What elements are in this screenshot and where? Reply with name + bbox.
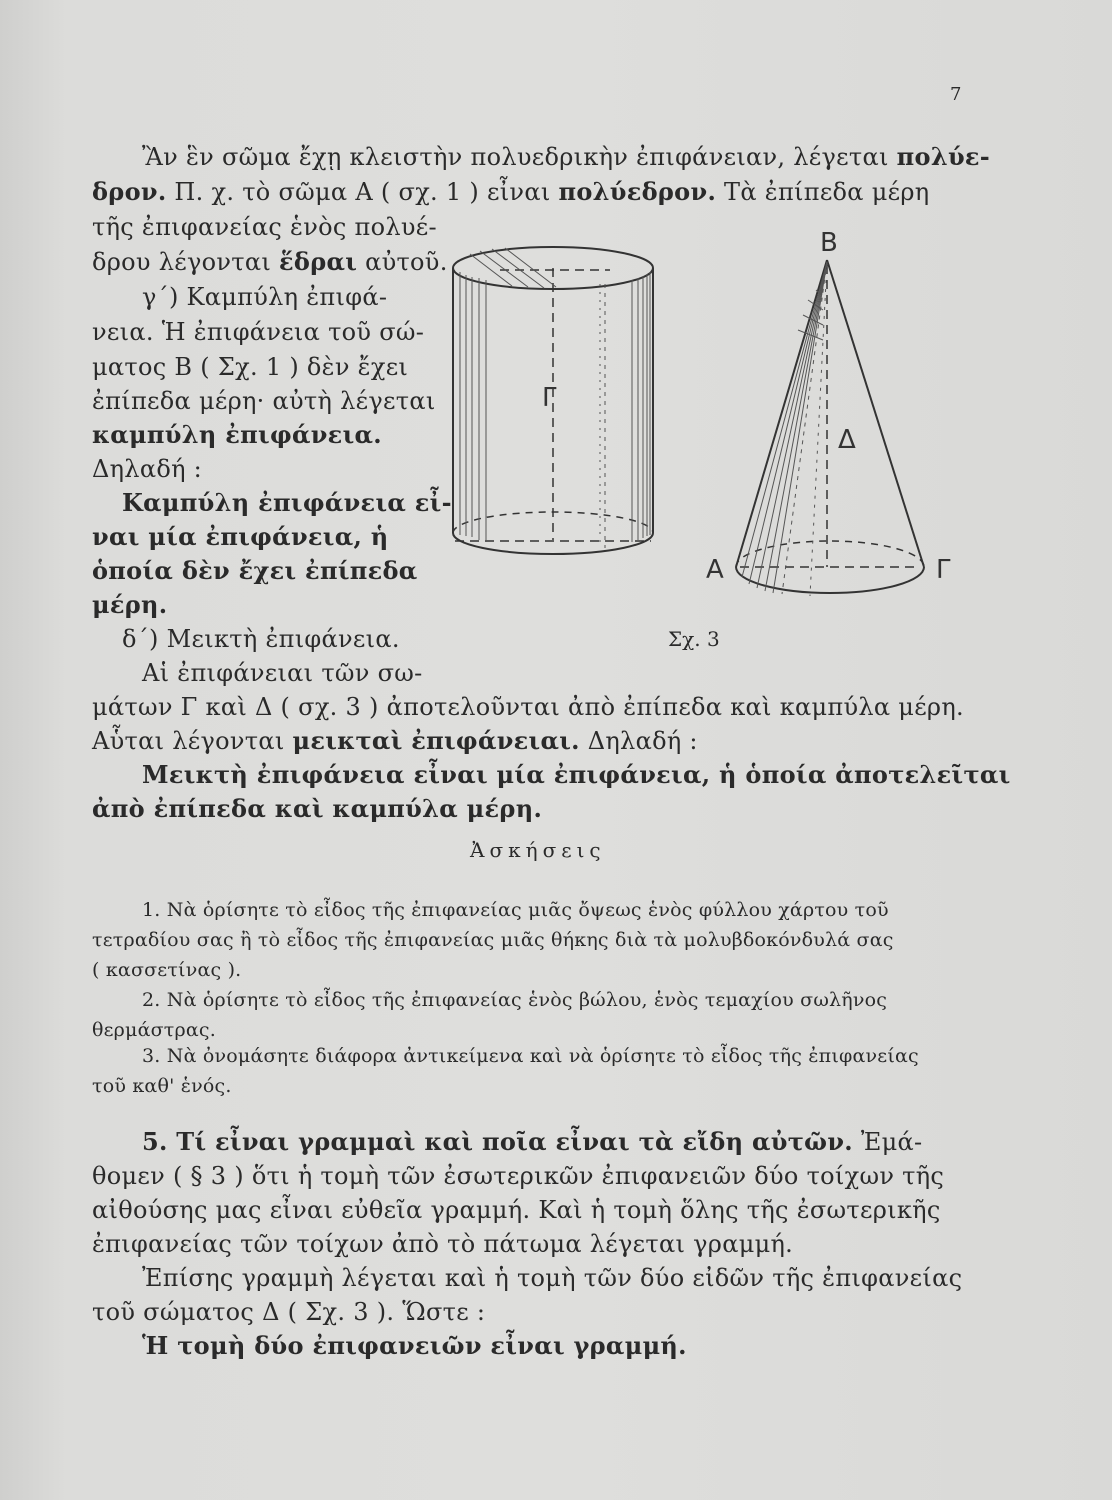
cylinder-bottom-front xyxy=(453,533,653,554)
page-number: 7 xyxy=(950,84,962,105)
definition-line: μέρη. xyxy=(92,590,168,619)
label-cone-gamma: Γ xyxy=(936,555,951,585)
definition-line: ναι μία ἐπιφάνεια, ἡ xyxy=(92,522,389,551)
definition-line: Μεικτὴ ἐπιφάνεια εἶναι μία ἐπιφάνεια, ἡ ὁποία ἀποτελεῖται xyxy=(142,760,1011,789)
text-line: Αἱ ἐπιφάνειαι τῶν σω- xyxy=(142,659,423,687)
label-cylinder-gamma: Γ xyxy=(542,383,557,413)
figure-caption: Σχ. 3 xyxy=(668,627,720,651)
exercise-line: τοῦ καθ' ἑνός. xyxy=(92,1075,232,1097)
text-line: Αὗται λέγονται μεικταὶ ἐπιφάνειαι. Δηλαδή : xyxy=(92,726,698,755)
cone-hatching xyxy=(742,262,827,596)
text-line: τοῦ σώματος Δ ( Σχ. 3 ). Ὥστε : xyxy=(92,1298,486,1326)
exercises-heading: Ἀσκήσεις xyxy=(470,838,606,862)
definition-line: Ἡ τομὴ δύο ἐπιφανειῶν εἶναι γραμμή. xyxy=(142,1331,687,1360)
text-line: ματος Β ( Σχ. 1 ) δὲν ἔχει xyxy=(92,353,409,381)
subheading: γ΄) Καμπύλη ἐπιφά- xyxy=(142,283,388,311)
definition-line: ἀπὸ ἐπίπεδα καὶ καμπύλα μέρη. xyxy=(92,794,543,823)
cone-base-front xyxy=(736,567,924,593)
subheading: δ΄) Μεικτὴ ἐπιφάνεια. xyxy=(122,625,400,653)
text-line: τῆς ἐπιφανείας ἑνὸς πολυέ- xyxy=(92,213,437,241)
text-line: καμπύλη ἐπιφάνεια. xyxy=(92,420,382,449)
text-line: αἰθούσης μας εἶναι εὐθεῖα γραμμή. Καὶ ἡ τομὴ ὅλης τῆς ἐσωτερικῆς xyxy=(92,1196,941,1224)
label-cone-apex-b: Β xyxy=(820,228,838,258)
cone-left-edge xyxy=(736,260,827,567)
exercise-line: τετραδίου σας ἢ τὸ εἶδος τῆς ἐπιφανείας μιᾶς θήκης διὰ τὰ μολυβδοκόνδυλά σας xyxy=(92,929,894,951)
text-line: δρου λέγονται ἕδραι αὐτοῦ. xyxy=(92,247,448,276)
exercise-line: ( κασσετίνας ). xyxy=(92,959,242,981)
text-line: μάτων Γ καὶ Δ ( σχ. 3 ) ἀποτελοῦνται ἀπὸ ἐπίπεδα καὶ καμπύλα μέρη. xyxy=(92,693,964,721)
text-line: Ἐπίσης γραμμὴ λέγεται καὶ ἡ τομὴ τῶν δύο εἰδῶν τῆς ἐπιφανείας xyxy=(142,1264,963,1292)
text-line: ἐπίπεδα μέρη· αὐτὴ λέγεται xyxy=(92,387,436,415)
exercise-line: 2. Νὰ ὁρίσητε τὸ εἶδος τῆς ἐπιφανείας ἑνὸς βώλου, ἑνὸς τεμαχίου σωλῆνος xyxy=(142,989,888,1011)
text-line: ἐπιφανείας τῶν τοίχων ἀπὸ τὸ πάτωμα λέγεται γραμμή. xyxy=(92,1230,794,1258)
text-line: θομεν ( § 3 ) ὅτι ἡ τομὴ τῶν ἐσωτερικῶν ἐπιφανειῶν δύο τοίχων τῆς xyxy=(92,1162,945,1190)
label-cone-delta: Δ xyxy=(838,425,856,455)
text-line: νεια. Ἡ ἐπιφάνεια τοῦ σώ- xyxy=(92,318,425,346)
section-title-line: 5. Τί εἶναι γραμμαὶ καὶ ποῖα εἶναι τὰ εἴδη αὐτῶν. Ἐμά- xyxy=(142,1127,923,1156)
exercise-line: 1. Νὰ ὁρίσητε τὸ εἶδος τῆς ἐπιφανείας μιᾶς ὄψεως ἑνὸς φύλλου χάρτου τοῦ xyxy=(142,899,889,921)
definition-line: ὁποία δὲν ἔχει ἐπίπεδα xyxy=(92,556,418,585)
label-cone-a: Α xyxy=(706,555,724,585)
cone-right-edge xyxy=(827,260,924,567)
exercise-line: θερμάστρας. xyxy=(92,1019,216,1041)
text-line: Ἂν ἓν σῶμα ἔχῃ κλειστὴν πολυεδρικὴν ἐπιφάνειαν, λέγεται πολύε- xyxy=(142,142,991,171)
exercise-line: 3. Νὰ ὀνομάσητε διάφορα ἀντικείμενα καὶ νὰ ὁρίσητε τὸ εἶδος τῆς ἐπιφανείας xyxy=(142,1045,919,1067)
text-line: Δηλαδή : xyxy=(92,455,203,483)
text-line: δρον. Π. χ. τὸ σῶμα Α ( σχ. 1 ) εἶναι πολύεδρον. Τὰ ἐπίπεδα μέρη xyxy=(92,177,930,206)
definition-line: Καμπύλη ἐπιφάνεια εἶ- xyxy=(122,488,452,517)
